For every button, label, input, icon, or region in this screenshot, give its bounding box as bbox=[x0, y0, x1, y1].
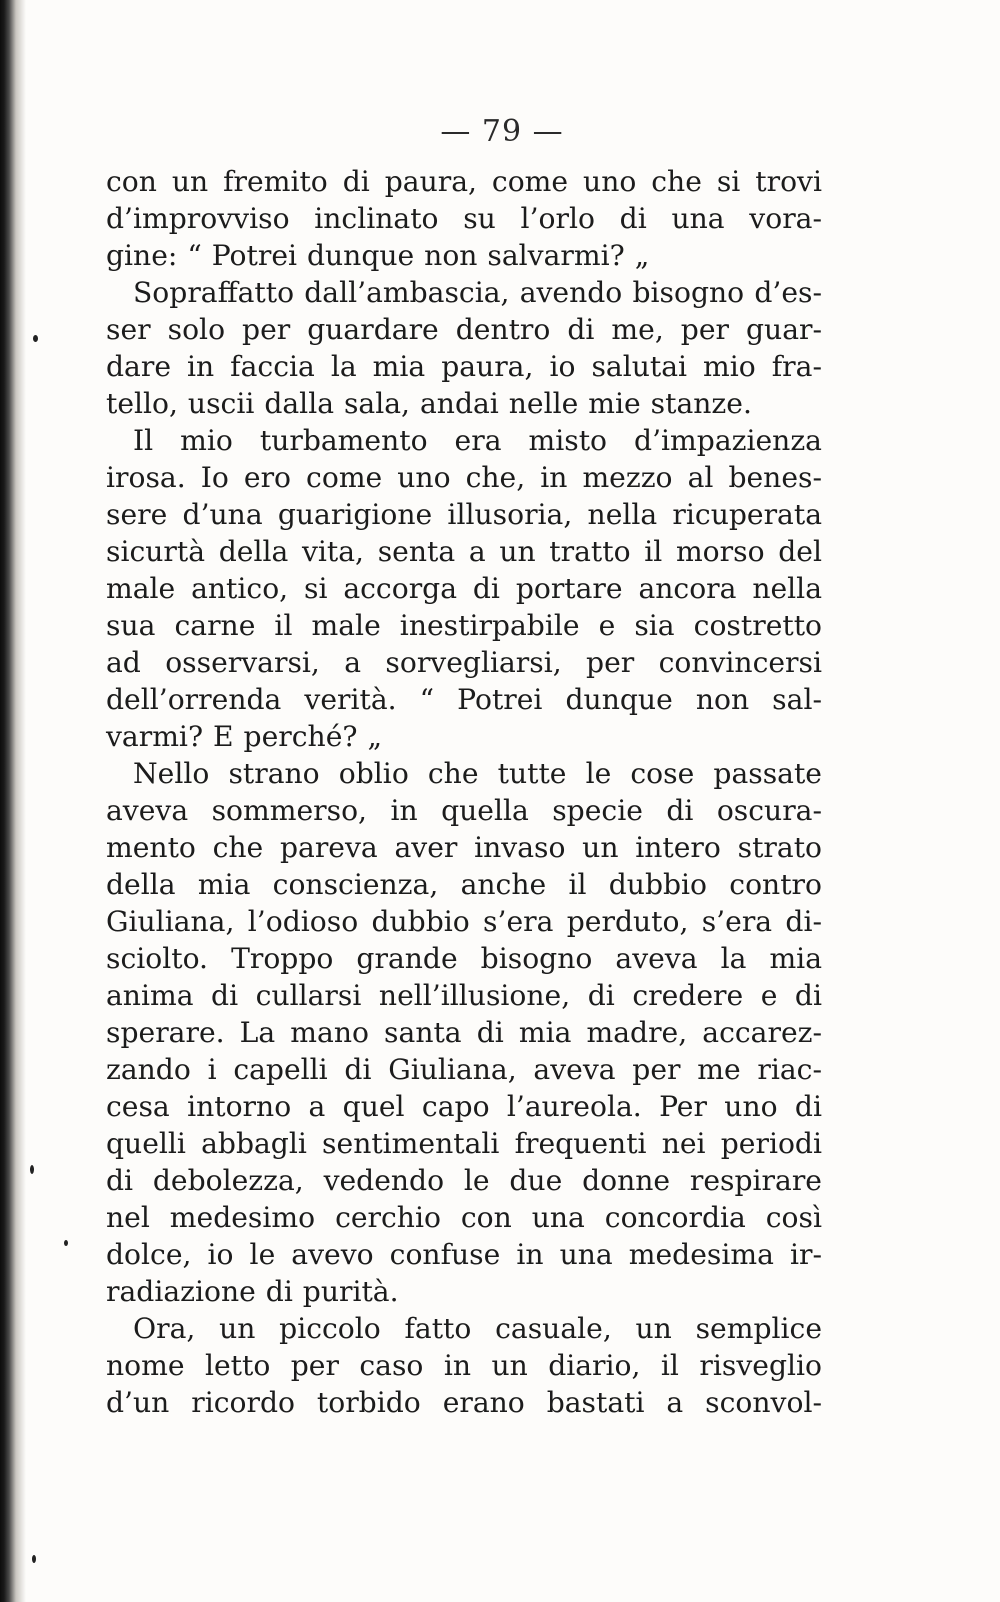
text-line: sciolto. Troppo grande bisogno aveva la mia bbox=[106, 942, 822, 975]
text-line: aveva sommerso, in quella specie di oscura- bbox=[106, 794, 822, 827]
text-line: male antico, si accorga di portare ancora nella bbox=[106, 572, 822, 605]
page-binding-edge bbox=[0, 0, 26, 1602]
text-line: dolce, io le avevo confuse in una medesima ir- bbox=[106, 1238, 822, 1271]
body-text bbox=[106, 163, 822, 1421]
text-line: cesa intorno a quel capo l’aureola. Per uno di bbox=[106, 1090, 822, 1123]
text-line: ad osservarsi, a sorvegliarsi, per convincersi bbox=[106, 646, 822, 679]
text-line: sere d’una guarigione illusoria, nella ricuperata bbox=[106, 498, 822, 531]
text-line: della mia conscienza, anche il dubbio contro bbox=[106, 868, 822, 901]
text-line: zando i capelli di Giuliana, aveva per me riac- bbox=[106, 1053, 822, 1086]
text-line: dare in faccia la mia paura, io salutai mio fra- bbox=[106, 350, 822, 383]
ink-speck bbox=[32, 1555, 36, 1563]
text-line: quelli abbagli sentimentali frequenti nei periodi bbox=[106, 1127, 822, 1160]
text-line: Il mio turbamento era misto d’impazienza bbox=[133, 424, 822, 457]
text-line: Giuliana, l’odioso dubbio s’era perduto, s’era di- bbox=[106, 905, 822, 938]
text-line: sicurtà della vita, senta a un tratto il morso del bbox=[106, 535, 822, 568]
text-line: ser solo per guardare dentro di me, per guar- bbox=[106, 313, 822, 346]
text-line: radiazione di purità. bbox=[106, 1275, 399, 1308]
text-line: sua carne il male inestirpabile e sia costretto bbox=[106, 609, 822, 642]
ink-speck bbox=[33, 335, 38, 342]
text-line: irosa. Io ero come uno che, in mezzo al benes- bbox=[106, 461, 822, 494]
text-line: varmi? E perché? „ bbox=[106, 720, 383, 753]
text-line: nel medesimo cerchio con una concordia così bbox=[106, 1201, 822, 1234]
text-line: Ora, un piccolo fatto casuale, un semplice bbox=[133, 1312, 822, 1345]
text-line: tello, uscii dalla sala, andai nelle mie stanze. bbox=[106, 387, 752, 420]
text-line: con un fremito di paura, come uno che si trovi bbox=[106, 165, 822, 198]
text-line: Sopraffatto dall’ambascia, avendo bisogno d’es- bbox=[133, 276, 822, 309]
text-line: anima di cullarsi nell’illusione, di credere e di bbox=[106, 979, 822, 1012]
text-line: nome letto per caso in un diario, il risveglio bbox=[106, 1349, 822, 1382]
text-line: d’improvviso inclinato su l’orlo di una vora- bbox=[106, 202, 822, 235]
text-line: sperare. La mano santa di mia madre, accarez- bbox=[106, 1016, 822, 1049]
ink-speck bbox=[64, 1240, 68, 1246]
text-line: di debolezza, vedendo le due donne respirare bbox=[106, 1164, 822, 1197]
page-number: — 79 — bbox=[440, 114, 564, 149]
ink-speck bbox=[30, 1165, 34, 1174]
text-line: gine: “ Potrei dunque non salvarmi? „ bbox=[106, 239, 650, 272]
text-line: mento che pareva aver invaso un intero strato bbox=[106, 831, 822, 864]
text-line: d’un ricordo torbido erano bastati a sconvol- bbox=[106, 1386, 822, 1419]
text-line: dell’orrenda verità. “ Potrei dunque non sal- bbox=[106, 683, 822, 716]
text-line: Nello strano oblio che tutte le cose passate bbox=[133, 757, 822, 790]
